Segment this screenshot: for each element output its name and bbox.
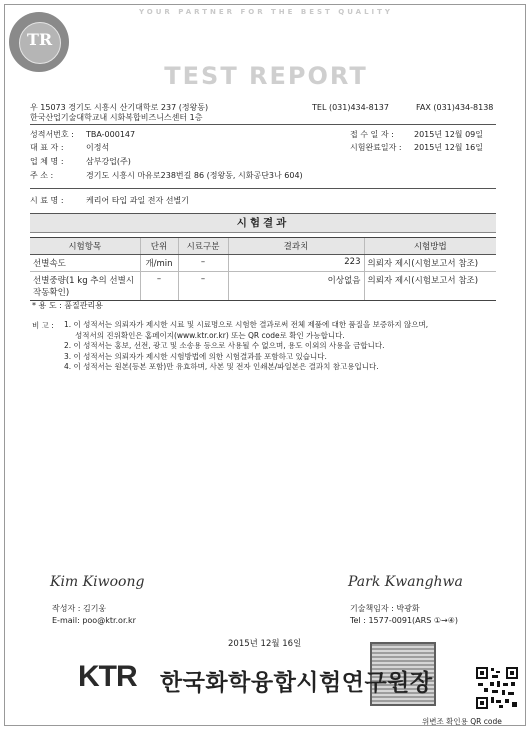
col-header: 시험항목 xyxy=(30,238,140,255)
issue-date: 2015년 12월 16일 xyxy=(228,639,302,649)
company-address: 경기도 시흥시 마유로238번길 86 (정왕동, 시화공단3나 604) xyxy=(86,171,303,180)
ktr-logo: KTR xyxy=(78,660,137,693)
fax: FAX (031)434-8138 xyxy=(416,103,494,112)
usage: * 용 도 : 품질관리용 xyxy=(32,301,103,310)
writer-role: 작성자 : 김기웅 xyxy=(52,604,107,613)
cell-type: – xyxy=(178,255,228,272)
ceo: 이정석 xyxy=(86,143,110,152)
cell-unit: – xyxy=(140,272,178,301)
cert-no-label: 성적서번호 : xyxy=(30,130,74,139)
col-header: 결과치 xyxy=(228,238,364,255)
company: 삼부강업(주) xyxy=(86,157,131,166)
tel: TEL (031)434-8137 xyxy=(312,103,389,112)
received-label: 접 수 일 자 : xyxy=(350,130,394,139)
cell-type: – xyxy=(178,272,228,301)
table-row xyxy=(30,272,496,301)
qr-code-icon xyxy=(475,666,519,710)
cell-unit: 개/min xyxy=(140,255,178,272)
cell-method: 의뢰자 제시(시험보고서 참조) xyxy=(364,272,496,301)
ceo-label: 대 표 자 : xyxy=(30,143,64,152)
cell-item: 선별속도 xyxy=(30,255,140,272)
notes-list xyxy=(64,320,428,373)
note-item: 1. 이 성적서는 의뢰자가 제시한 시료 및 시료명으로 시험한 결과로써 전체 제품에 대한 품질을 보증하지 않으며, xyxy=(64,320,429,329)
results-table xyxy=(30,237,496,301)
notes-label: 비 고 : xyxy=(32,321,54,330)
divider xyxy=(30,188,496,189)
cell-item: 선별중량(1 kg 추의 선별시 작동확인) xyxy=(30,272,140,301)
logo-mark: TR xyxy=(27,30,53,49)
note-item: 3. 이 성적서는 의뢰자가 제시한 시험방법에 의한 시험결과를 포함하고 있습니다. xyxy=(64,351,327,361)
note-item: 성적서의 진위확인은 홈페이지(www.ktr.or.kr) 또는 QR code로 확인 가능합니다. xyxy=(75,330,345,340)
cert-no: TBA-000147 xyxy=(86,130,136,139)
table-row xyxy=(30,255,496,272)
company-address-label: 주 소 : xyxy=(30,171,54,180)
received-date: 2015년 12월 09일 xyxy=(414,130,483,139)
address-line-1: 우 15073 경기도 시흥시 산기대학로 237 (정왕동) xyxy=(30,103,209,112)
cell-method: 의뢰자 제시(시험보고서 참조) xyxy=(364,255,496,272)
sample-label: 시 료 명 : xyxy=(30,196,64,205)
completed-date: 2015년 12월 16일 xyxy=(414,143,483,152)
signature-right: Park Kwanghwa xyxy=(348,574,463,590)
col-header: 시료구분 xyxy=(178,238,228,255)
results-title: 시험결과 xyxy=(30,213,496,233)
tech-manager-tel: Tel : 1577-0091(ARS ①→④) xyxy=(350,616,458,625)
results-header-row xyxy=(30,238,496,255)
tech-manager-role: 기술책임자 : 박광화 xyxy=(350,604,420,613)
col-header: 단위 xyxy=(140,238,178,255)
company-label: 업 체 명 : xyxy=(30,157,64,166)
signature-left: Kim Kiwoong xyxy=(50,574,145,590)
qr-caption: 위변조 확인용 QR code xyxy=(422,717,502,726)
note-item: 2. 이 성적서는 홍보, 선전, 광고 및 소송용 등으로 사용될 수 없으며, 용도 이외의 사용을 금합니다. xyxy=(64,341,385,350)
col-header: 시험방법 xyxy=(364,238,496,255)
organization-name: 한국화학융합시험연구원장 xyxy=(160,670,433,696)
report-title: TEST REPORT xyxy=(164,62,368,90)
note-item: 4. 이 성적서는 원본(등본 포함)만 유효하며, 사본 및 전자 인쇄본/파일본은 결과치 참고용입니다. xyxy=(64,362,379,371)
cell-result: 이상없음 xyxy=(228,272,364,301)
address-line-2: 한국산업기술대학교내 시화복합비즈니스센터 1층 xyxy=(30,113,203,122)
sample-name: 케리어 타입 과일 전자 선별기 xyxy=(86,196,189,205)
completed-label: 시험완료일자 : xyxy=(350,143,402,152)
tagline: YOUR PARTNER FOR THE BEST QUALITY xyxy=(138,8,394,16)
divider xyxy=(30,124,496,125)
writer-email: E-mail: poo@ktr.or.kr xyxy=(52,616,136,625)
cell-result: 223 xyxy=(228,255,364,272)
